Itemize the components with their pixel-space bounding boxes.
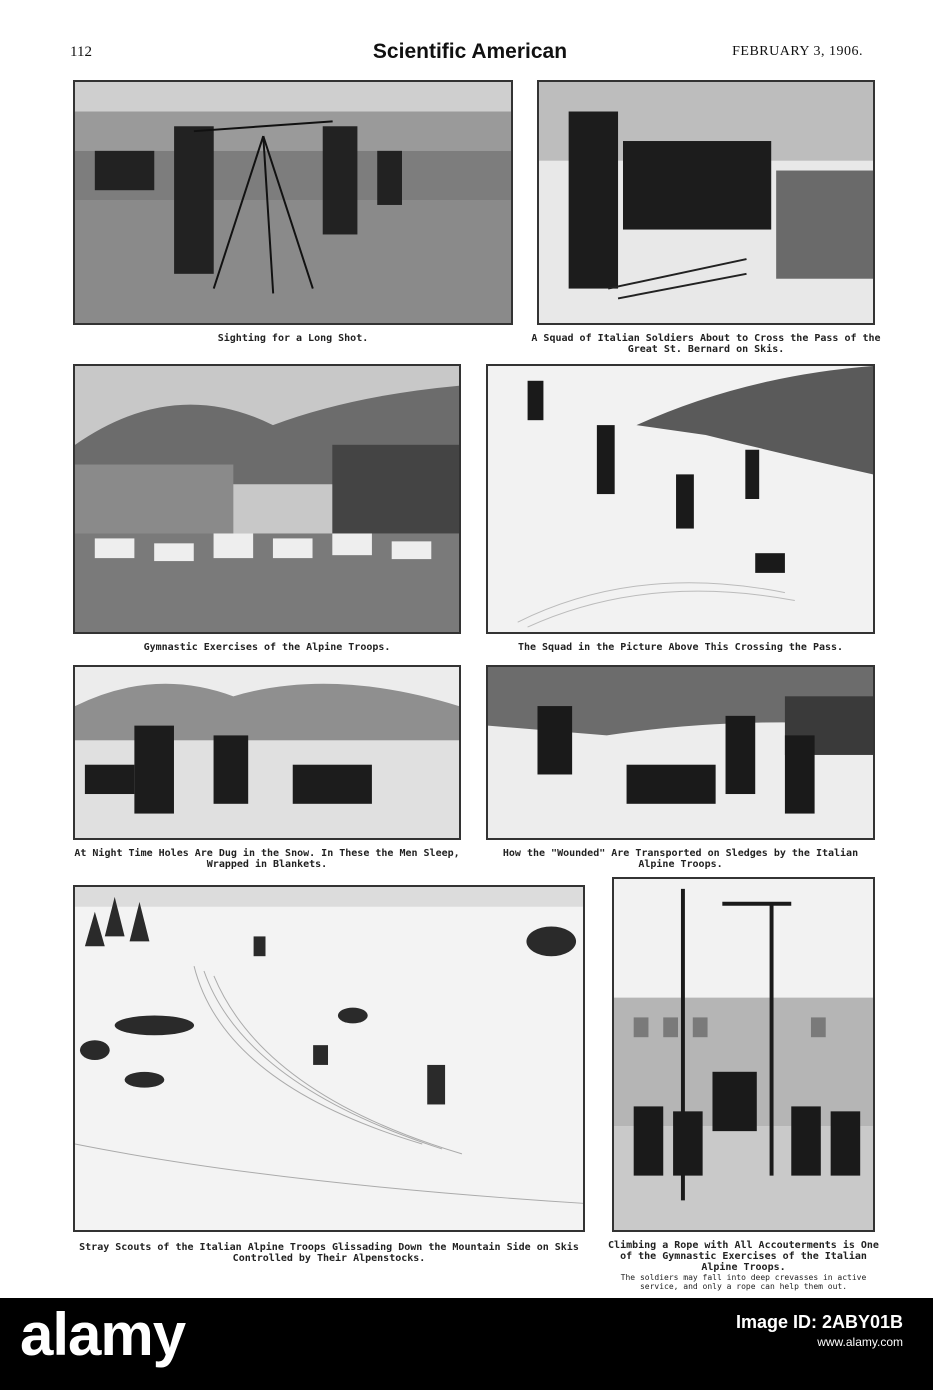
- stock-id: [736, 1312, 903, 1352]
- caption-scouts-glissading: Stray Scouts of the Italian Alpine Troops Glissading Down the Mountain Side on Skis Controlled by Their Alpenstocks.: [79, 1242, 579, 1264]
- journal-title: Scientific American: [372, 40, 568, 63]
- photo-sighting-long-shot: [73, 80, 513, 325]
- caption-gymnastic-exercises: Gymnastic Exercises of the Alpine Troops.: [143, 642, 391, 653]
- photo-gymnastic-exercises: [73, 364, 461, 634]
- stock-image-id: Image ID: 2ABY01B: [735, 1312, 903, 1332]
- photo-squad-crossing-pass: [486, 364, 875, 634]
- issue-date: FEBRUARY 3, 1906.: [732, 44, 863, 59]
- caption-squad-crossing-pass: The Squad in the Picture Above This Crossing the Pass.: [517, 642, 844, 653]
- caption-rope-climbing: [604, 1240, 883, 1291]
- caption-wounded-sledges: How the "Wounded" Are Transported on Sledges by the Italian Alpine Troops.: [502, 848, 859, 870]
- caption-rope-climbing-main: Climbing a Rope with All Accouterments is One of the Gymnastic Exercises of the Italian Alpine Troops.: [608, 1240, 879, 1273]
- caption-sighting-long-shot: Sighting for a Long Shot.: [217, 333, 369, 344]
- photo-night-snow-holes: [73, 665, 461, 840]
- stock-watermark-logo: alamy: [20, 1301, 186, 1368]
- photo-scouts-glissading: [73, 885, 585, 1232]
- caption-rope-climbing-sub: The soldiers may fall into deep crevasses in active service, and only a rope can help them out.: [620, 1273, 867, 1291]
- caption-night-snow-holes: At Night Time Holes Are Dug in the Snow. In These the Men Sleep, Wrapped in Blankets.: [74, 848, 460, 870]
- photo-squad-on-skis: [537, 80, 875, 325]
- caption-squad-on-skis: A Squad of Italian Soldiers About to Cross the Pass of the Great St. Bernard on Skis.: [531, 333, 881, 355]
- photo-wounded-sledges: [486, 665, 875, 840]
- photo-rope-climbing: [612, 877, 875, 1232]
- page-number: 112: [70, 44, 92, 60]
- stock-url: www.alamy.com: [817, 1335, 903, 1349]
